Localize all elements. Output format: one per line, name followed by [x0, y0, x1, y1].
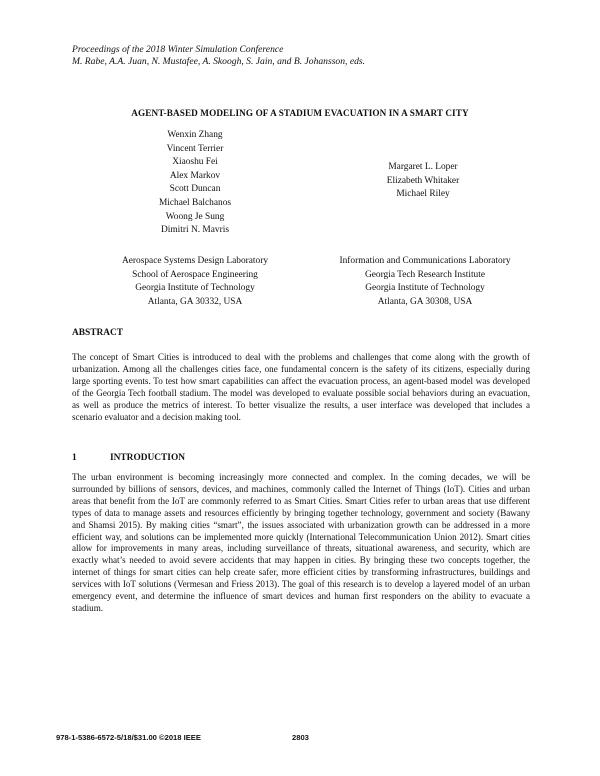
proceedings-editors: M. Rabe, A.A. Juan, N. Mustafee, A. Skoogh, S. Jain, and B. Johansson, eds. — [72, 56, 366, 67]
affiliation-line: Information and Communications Laboratory — [339, 256, 511, 266]
affiliation-line: Georgia Institute of Technology — [135, 283, 255, 294]
paper-title: AGENT-BASED MODELING OF A STADIUM EVACUATION IN A SMART CITY — [131, 108, 469, 118]
author-name: Xiaoshu Fei — [172, 157, 218, 168]
proceedings-header — [72, 44, 365, 68]
affiliation-right — [312, 255, 538, 309]
footer-isbn: 978-1-5386-6572-5/18/$31.00 ©2018 IEEE — [56, 733, 201, 742]
affiliation-line: Atlanta, GA 30332, USA — [147, 296, 243, 307]
authors-right — [348, 161, 498, 202]
section-number: 1 — [72, 453, 77, 463]
author-name: Wenxin Zhang — [167, 130, 223, 140]
author-name: Michael Balchanos — [158, 197, 232, 208]
author-name: Dimitri N. Mavris — [161, 225, 229, 236]
affiliation-line: School of Aerospace Engineering — [132, 269, 258, 280]
footer-page-number: 2803 — [292, 733, 309, 742]
affiliation-line: Georgia Institute of Technology — [365, 283, 485, 294]
author-name: Alex Markov — [169, 170, 221, 181]
abstract-text: The concept of Smart Cities is introduced to deal with the problems and challenges that come along with the growth of urbanization. Among all the challenges cities face, one fundamental concern is the safety of its citizens, especially during large sporting events. To test how smart capabilities can affect the evacuation process, an agent-based model was developed of the Georgia Tech football stadium. The model was developed to evaluate possible social behaviors during an evacuation, as well as produce the metrics of interest. To better visualize the results, a user interface was developed that includes a scenario evaluator and a decision making tool. — [72, 352, 530, 422]
proceedings-title: Proceedings of the 2018 Winter Simulation Conference — [72, 44, 284, 55]
author-name: Elizabeth Whitaker — [386, 175, 460, 186]
affiliation-line: Georgia Tech Research Institute — [364, 269, 486, 280]
authors-left — [120, 129, 270, 238]
author-name: Vincent Terrier — [166, 143, 224, 154]
author-name: Scott Duncan — [169, 184, 221, 195]
author-name: Margaret L. Loper — [388, 162, 458, 172]
section-title: INTRODUCTION — [110, 453, 186, 463]
introduction-text: The urban environment is becoming increasingly more connected and complex. In the coming decades, we will be surrounded by billions of sensors, devices, and machines, commonly called the Internet of Things (IoT). Cities and urban areas that benefit from the IoT are commonly referred to as Smart Cities. Smart Cities refer to urban areas that use different types of data to manage assets and resources efficiently by bringing together technology, government and society (Bawany and Shamsi 2015). By making cities “smart”, the issues associated with urbanization growth can be addressed in a more efficient way, and solutions can be implemented more quickly (International Telecommunication Union 2012). Smart cities allow for improvements in many areas, including surveillance of threats, situational awareness, and security, which are exactly what’s needed to avoid severe accidents that may happen in cities. By bringing these two concepts together, the internet of things for smart cities can help create safer, more efficient cities by transforming infrastructures, buildings and services with IoT solutions (Vermesan and Friess 2013). The goal of this research is to develop a layered model of an urban emergency event, and determine the influence of smart devices and human first responders on the ability to evacuate a stadium. — [72, 472, 530, 613]
author-name: Michael Riley — [396, 189, 450, 200]
author-name: Woong Je Sung — [165, 211, 225, 222]
affiliation-line: Aerospace Systems Design Laboratory — [121, 256, 269, 266]
abstract-heading: ABSTRACT — [72, 328, 124, 338]
section-heading-introduction — [72, 453, 185, 463]
affiliation-left — [82, 255, 308, 309]
affiliation-line: Atlanta, GA 30308, USA — [377, 296, 473, 307]
